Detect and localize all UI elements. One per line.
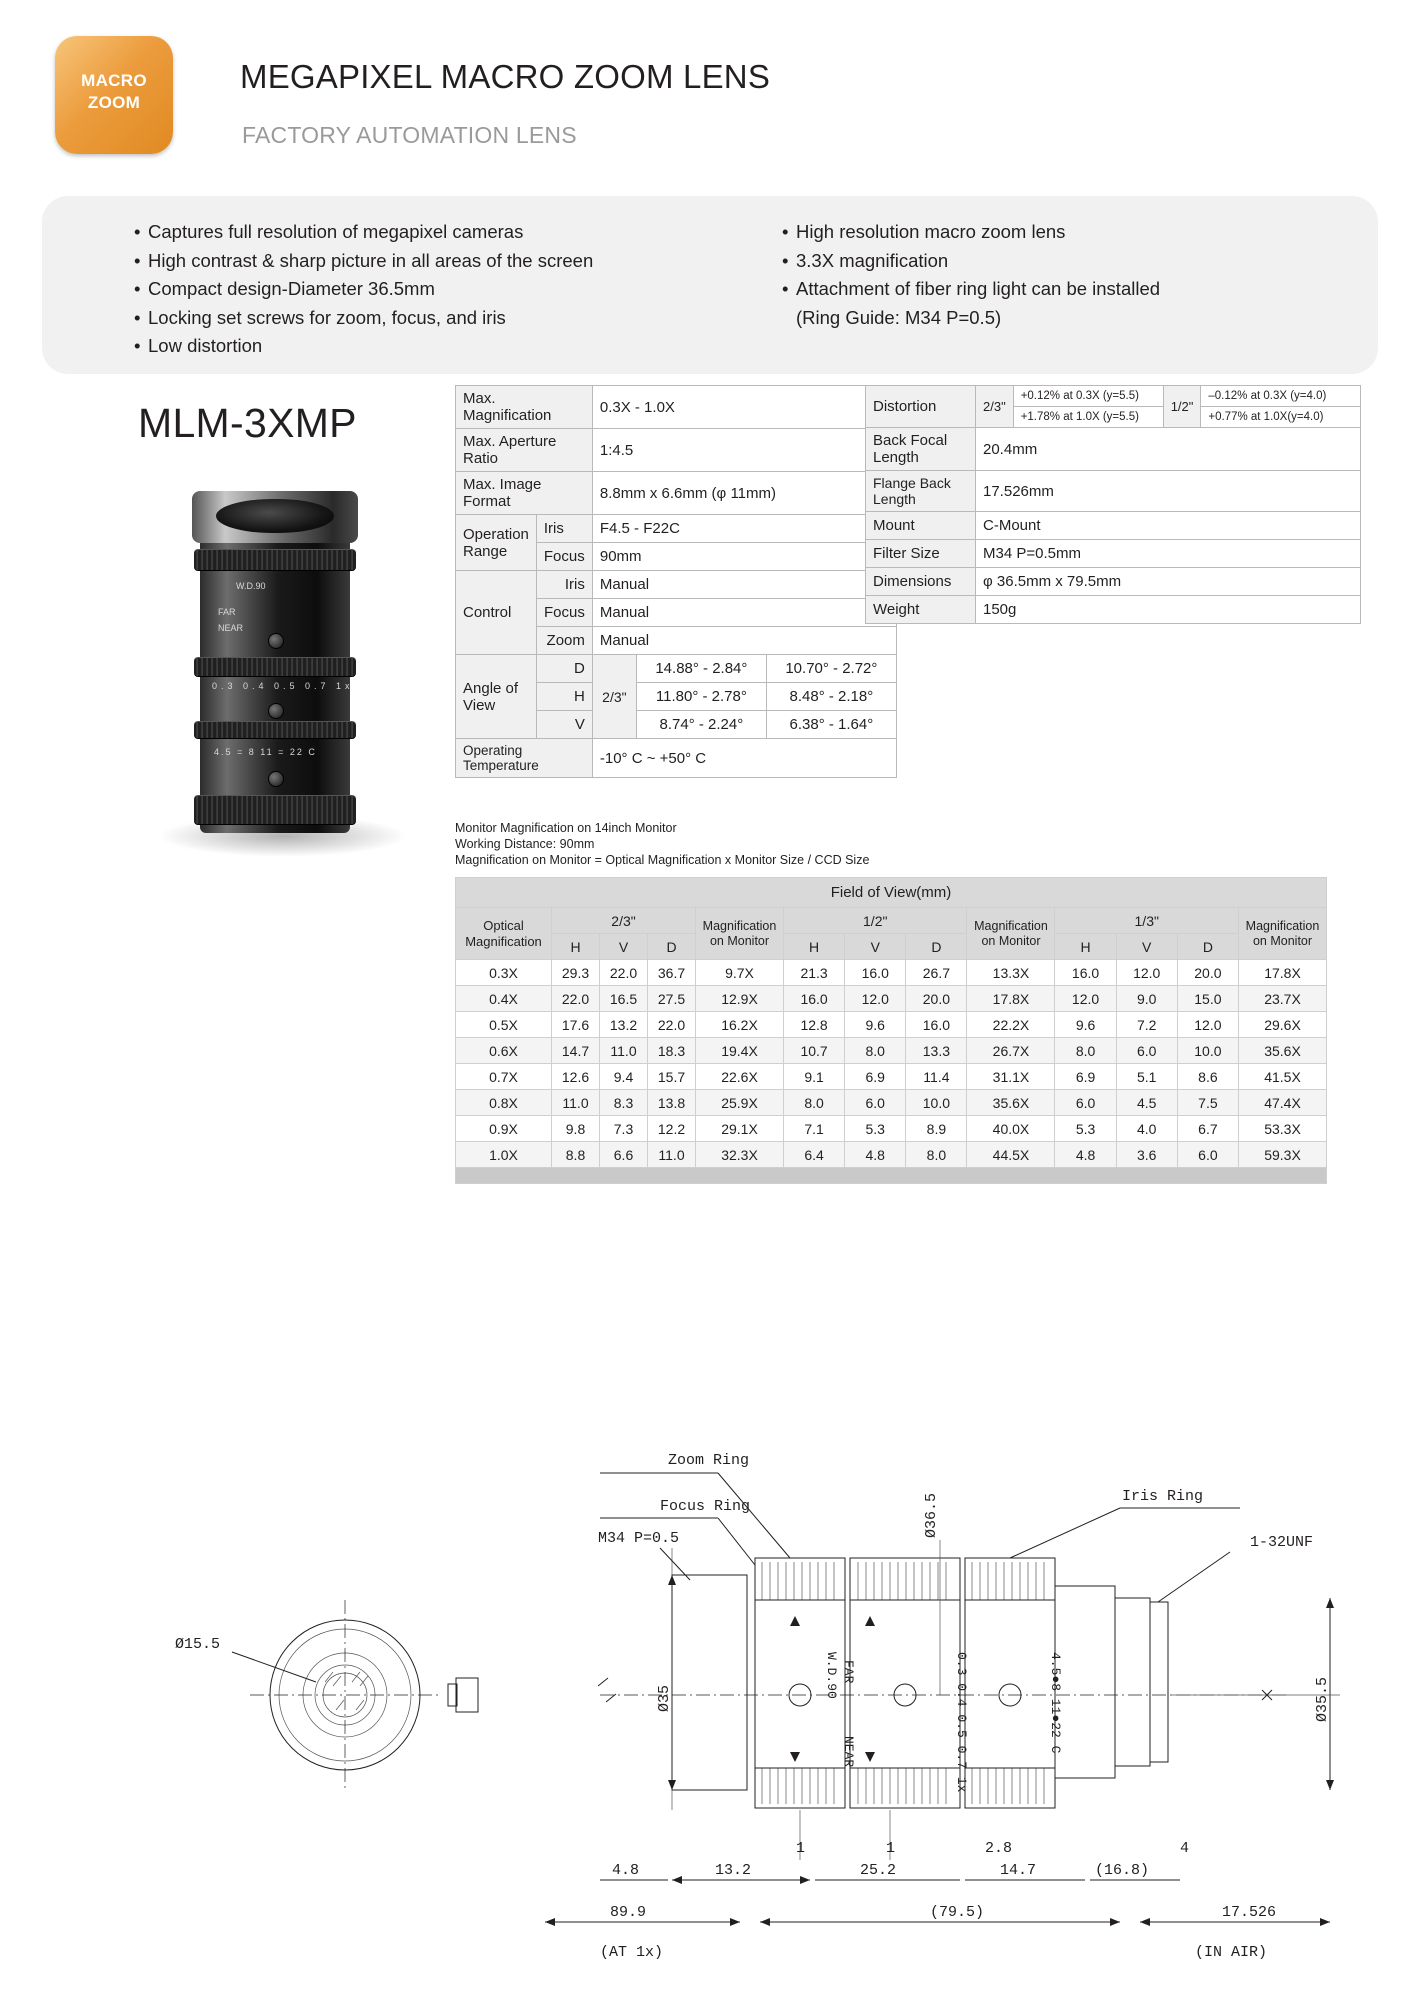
- cell-value: 17.526mm: [976, 471, 1361, 512]
- fov-cell: 5.1: [1116, 1064, 1177, 1090]
- cell-label: Mount: [866, 512, 976, 540]
- cell-value: -10° C ~ +50° C: [592, 739, 896, 778]
- fov-cell-monitor: 35.6X: [967, 1090, 1055, 1116]
- cell-value: F4.5 - F22C: [592, 515, 896, 543]
- table-row: [456, 1168, 1327, 1184]
- side-view: [598, 1548, 1290, 1810]
- dim-147: 14.7: [1000, 1862, 1037, 1879]
- fov-cell: 12.0: [845, 986, 906, 1012]
- list-item: (Ring Guide: M34 P=0.5): [796, 306, 1002, 328]
- fov-cell: 11.0: [552, 1090, 600, 1116]
- dim-chain-1: [600, 1862, 1180, 1884]
- table-row: [866, 512, 1361, 540]
- fov-cell: 4.0: [1116, 1116, 1177, 1142]
- fov-cell: 11.0: [600, 1038, 648, 1064]
- table-row: [866, 471, 1361, 512]
- table-row: [456, 655, 897, 683]
- cell-label: Max. Magnification: [456, 386, 593, 429]
- table-row: [456, 1090, 1327, 1116]
- model-name: MLM-3XMP: [138, 400, 357, 446]
- photo-label-far: FAR: [218, 607, 236, 617]
- table-row: [456, 429, 897, 472]
- fov-cell-monitor: 32.3X: [696, 1142, 784, 1168]
- cell-label: Back Focal Length: [866, 428, 976, 471]
- fov-cell: 10.7: [784, 1038, 845, 1064]
- fov-cell: 26.7: [906, 960, 967, 986]
- fov-footer-bar: [456, 1168, 1327, 1184]
- fov-cell: 12.6: [552, 1064, 600, 1090]
- fov-col-header-optical: Optical Magnification: [456, 908, 552, 960]
- fov-cell: 22.0: [552, 986, 600, 1012]
- cell-format-a: 2/3": [976, 386, 1014, 428]
- dim-chain-2: [545, 1904, 1330, 1961]
- spec-table-left: [455, 385, 897, 778]
- fov-cell: 17.6: [552, 1012, 600, 1038]
- fov-cell-monitor: 53.3X: [1239, 1116, 1327, 1142]
- fov-cell: 9.6: [1055, 1012, 1116, 1038]
- cell-value: 150g: [976, 596, 1361, 624]
- cell-value-a: 8.74° - 2.24°: [636, 711, 766, 739]
- photo-ring-d: [194, 795, 356, 825]
- fov-cell: 6.9: [1055, 1064, 1116, 1090]
- drawing-label-focus-wd: W.D.90: [824, 1652, 839, 1699]
- fov-cell: 12.0: [1055, 986, 1116, 1012]
- photo-focus-knob: [268, 633, 284, 649]
- fov-cell-monitor: 9.7X: [696, 960, 784, 986]
- table-row: [456, 386, 897, 429]
- cell-sublabel: Zoom: [536, 627, 592, 655]
- fov-cell: 10.0: [1177, 1038, 1238, 1064]
- cell-value-b: 10.70° - 2.72°: [766, 655, 896, 683]
- fov-cell-monitor: 22.2X: [967, 1012, 1055, 1038]
- badge-line-2: ZOOM: [87, 93, 141, 112]
- drawing-label-focus-near: NEAR: [841, 1736, 856, 1768]
- list-item: • Compact design-Diameter 36.5mm: [134, 275, 593, 304]
- fov-cell: 36.7: [648, 960, 696, 986]
- dim-795: (79.5): [930, 1904, 985, 1921]
- cell-value: 8.8mm x 6.6mm (φ 11mm): [592, 472, 896, 515]
- fov-cell: 6.9: [845, 1064, 906, 1090]
- fov-cell: 22.0: [648, 1012, 696, 1038]
- cell-value: Manual: [592, 627, 896, 655]
- fov-cell-monitor: 41.5X: [1239, 1064, 1327, 1090]
- table-row: [456, 878, 1327, 908]
- cell-label: Distortion: [866, 386, 976, 428]
- cell-format-a: 2/3": [592, 655, 636, 739]
- cell-label: Dimensions: [866, 568, 976, 596]
- fov-cell: 6.0: [1055, 1090, 1116, 1116]
- fov-cell: 20.0: [1177, 960, 1238, 986]
- fov-group-12: 1/2": [784, 908, 967, 934]
- field-of-view-section: [455, 877, 1327, 1184]
- fov-cell: 8.9: [906, 1116, 967, 1142]
- list-item: • Captures full resolution of megapixel cameras: [134, 218, 593, 247]
- cell-value: 0.3X - 1.0X: [592, 386, 896, 429]
- fov-cell: 11.4: [906, 1064, 967, 1090]
- field-of-view-table: [455, 877, 1327, 1184]
- fov-cell: 16.5: [600, 986, 648, 1012]
- cell-sublabel: D: [536, 655, 592, 683]
- fov-cell: 9.4: [600, 1064, 648, 1090]
- table-row: [456, 739, 897, 778]
- fov-cell: 12.0: [1116, 960, 1177, 986]
- fov-cell: 8.6: [1177, 1064, 1238, 1090]
- fov-cell: 5.3: [845, 1116, 906, 1142]
- dim-1a: 1: [796, 1840, 806, 1857]
- table-row: [456, 1142, 1327, 1168]
- fov-cell-mag: 0.3X: [456, 960, 552, 986]
- fov-cell-monitor: 22.6X: [696, 1064, 784, 1090]
- cell-value: 1:4.5: [592, 429, 896, 472]
- fov-cell-monitor: 12.9X: [696, 986, 784, 1012]
- fov-cell: 5.3: [1055, 1116, 1116, 1142]
- table-row: [866, 568, 1361, 596]
- label-dia-155: Ø15.5: [175, 1636, 221, 1653]
- cell-label: Operation Range: [456, 515, 537, 571]
- cell-distortion-b2: +0.77% at 1.0X(y=4.0): [1201, 407, 1361, 428]
- callout-dia-365: Ø36.5: [923, 1492, 940, 1538]
- dim-inair: (IN AIR): [1195, 1944, 1268, 1961]
- fov-cell: 15.7: [648, 1064, 696, 1090]
- fov-cell: 6.0: [1116, 1038, 1177, 1064]
- fov-cell: 16.0: [845, 960, 906, 986]
- fov-cell: 6.6: [600, 1142, 648, 1168]
- table-row: [456, 1116, 1327, 1142]
- fov-cell: 8.0: [845, 1038, 906, 1064]
- feature-box: [42, 196, 1378, 374]
- fov-mag-header-12: Magnification on Monitor: [967, 908, 1055, 960]
- fov-cell: 4.8: [1055, 1142, 1116, 1168]
- fov-sub-v: V: [600, 934, 648, 960]
- fov-sub-v: V: [845, 934, 906, 960]
- label-dia-35: Ø35: [656, 1684, 673, 1712]
- fov-cell: 9.6: [845, 1012, 906, 1038]
- fov-sub-h: H: [1055, 934, 1116, 960]
- lens-product-photo: [140, 485, 430, 875]
- photo-iris-knob: [268, 771, 284, 787]
- cell-sublabel: Focus: [536, 599, 592, 627]
- fov-cell: 16.0: [1055, 960, 1116, 986]
- table-row: [456, 960, 1327, 986]
- fov-cell: 3.6: [1116, 1142, 1177, 1168]
- fov-group-13: 1/3": [1055, 908, 1239, 934]
- fov-cell: 16.0: [784, 986, 845, 1012]
- fov-cell: 18.3: [648, 1038, 696, 1064]
- badge-line-1: MACRO: [81, 71, 147, 90]
- fov-cell: 8.3: [600, 1090, 648, 1116]
- fov-cell: 4.5: [1116, 1090, 1177, 1116]
- fov-cell-mag: 0.5X: [456, 1012, 552, 1038]
- fov-note: [455, 820, 869, 868]
- list-item: • Low distortion: [134, 332, 593, 361]
- front-view: [175, 1600, 478, 1790]
- cell-label: Operating Temperature: [456, 739, 593, 778]
- fov-cell-monitor: 31.1X: [967, 1064, 1055, 1090]
- feature-list-left: [134, 218, 593, 361]
- fov-cell-monitor: 19.4X: [696, 1038, 784, 1064]
- table-row: [456, 986, 1327, 1012]
- cell-value: 20.4mm: [976, 428, 1361, 471]
- fov-sub-h: H: [784, 934, 845, 960]
- dim-17526: 17.526: [1222, 1904, 1277, 1921]
- fov-cell: 4.8: [845, 1142, 906, 1168]
- callout-1-32unf: 1-32UNF: [1250, 1534, 1314, 1551]
- fov-cell: 13.8: [648, 1090, 696, 1116]
- fov-cell-mag: 0.9X: [456, 1116, 552, 1142]
- photo-ring-b: [194, 657, 356, 677]
- fov-sub-v: V: [1116, 934, 1177, 960]
- fov-cell-mag: 0.7X: [456, 1064, 552, 1090]
- photo-label-near: NEAR: [218, 623, 244, 633]
- dim-4: 4: [1180, 1840, 1190, 1857]
- table-row: [456, 1038, 1327, 1064]
- cell-sublabel: H: [536, 683, 592, 711]
- fov-cell: 8.0: [784, 1090, 845, 1116]
- fov-cell: 20.0: [906, 986, 967, 1012]
- fov-cell: 27.5: [648, 986, 696, 1012]
- fov-cell-monitor: 59.3X: [1239, 1142, 1327, 1168]
- table-row: [866, 386, 1361, 407]
- cell-value-a: 11.80° - 2.78°: [636, 683, 766, 711]
- fov-cell: 16.0: [906, 1012, 967, 1038]
- fov-cell: 6.0: [1177, 1142, 1238, 1168]
- photo-lens-glass: [216, 499, 334, 533]
- spec-table-right: [865, 385, 1361, 624]
- dim-28: 2.8: [985, 1840, 1013, 1857]
- fov-cell-mag: 0.8X: [456, 1090, 552, 1116]
- dim-48: 4.8: [612, 1862, 640, 1879]
- fov-cell: 13.2: [600, 1012, 648, 1038]
- fov-cell-mag: 0.6X: [456, 1038, 552, 1064]
- fov-sub-d: D: [648, 934, 696, 960]
- cell-sublabel: Iris: [536, 571, 592, 599]
- fov-cell-monitor: 17.8X: [967, 986, 1055, 1012]
- cell-value: 90mm: [592, 543, 896, 571]
- fov-cell-monitor: 29.1X: [696, 1116, 784, 1142]
- photo-ring-c: [194, 721, 356, 739]
- fov-group-23: 2/3": [552, 908, 696, 934]
- table-row: [456, 908, 1327, 934]
- drawing-label-focus-far: FAR: [841, 1660, 856, 1684]
- fov-cell: 12.8: [784, 1012, 845, 1038]
- cell-label: Angle of View: [456, 655, 537, 739]
- dim-small-labels: [796, 1810, 1189, 1860]
- fov-cell: 7.2: [1116, 1012, 1177, 1038]
- dim-252: 25.2: [860, 1862, 897, 1879]
- cell-distortion-a1: +0.12% at 0.3X (y=5.5): [1013, 386, 1163, 407]
- fov-mag-header-13: Magnification on Monitor: [1239, 908, 1327, 960]
- fov-note-line-2: Working Distance: 90mm: [455, 837, 595, 851]
- table-row: [456, 472, 897, 515]
- fov-cell-monitor: 47.4X: [1239, 1090, 1327, 1116]
- fov-cell-mag: 0.4X: [456, 986, 552, 1012]
- page-title: MEGAPIXEL MACRO ZOOM LENS: [240, 58, 771, 95]
- cell-label: Filter Size: [866, 540, 976, 568]
- photo-label-iris-scale: 4.5 = 8 11 = 22 C: [214, 747, 317, 757]
- fov-cell: 22.0: [600, 960, 648, 986]
- fov-cell: 11.0: [648, 1142, 696, 1168]
- fov-cell-monitor: 16.2X: [696, 1012, 784, 1038]
- fov-cell: 6.0: [845, 1090, 906, 1116]
- list-item: • High resolution macro zoom lens: [782, 218, 1160, 247]
- fov-cell: 6.4: [784, 1142, 845, 1168]
- fov-cell: 12.0: [1177, 1012, 1238, 1038]
- table-row: [456, 515, 897, 543]
- fov-cell: 29.3: [552, 960, 600, 986]
- fov-cell: 7.1: [784, 1116, 845, 1142]
- callout-iris-ring: Iris Ring: [1122, 1488, 1204, 1505]
- dim-dia-35: [656, 1575, 676, 1790]
- cell-distortion-a2: +1.78% at 1.0X (y=5.5): [1013, 407, 1163, 428]
- cell-value-b: 8.48° - 2.18°: [766, 683, 896, 711]
- fov-cell: 14.7: [552, 1038, 600, 1064]
- cell-sublabel: V: [536, 711, 592, 739]
- fov-cell-monitor: 26.7X: [967, 1038, 1055, 1064]
- fov-cell-monitor: 23.7X: [1239, 986, 1327, 1012]
- fov-sub-h: H: [552, 934, 600, 960]
- dim-1b: 1: [886, 1840, 896, 1857]
- fov-sub-d: D: [906, 934, 967, 960]
- drawing-label-iris-scale: 4.5●8 11●22 C: [1048, 1652, 1063, 1754]
- fov-note-line-1: Monitor Magnification on 14inch Monitor: [455, 821, 677, 835]
- callout-focus-ring: Focus Ring: [660, 1498, 751, 1515]
- fov-cell: 9.0: [1116, 986, 1177, 1012]
- table-row: [456, 934, 1327, 960]
- table-row: [866, 428, 1361, 471]
- cell-value-b: 6.38° - 1.64°: [766, 711, 896, 739]
- photo-label-wd: W.D.90: [236, 581, 266, 591]
- fov-cell: 7.3: [600, 1116, 648, 1142]
- cell-label: Max. Image Format: [456, 472, 593, 515]
- fov-cell: 12.2: [648, 1116, 696, 1142]
- dim-899: 89.9: [610, 1904, 647, 1921]
- cell-format-b: 1/2": [1163, 386, 1201, 428]
- fov-cell: 8.0: [1055, 1038, 1116, 1064]
- fov-note-line-3: Magnification on Monitor = Optical Magnification x Monitor Size / CCD Size: [455, 853, 870, 867]
- cell-sublabel: Iris: [536, 515, 592, 543]
- feature-list-right: [782, 218, 1160, 332]
- page-subtitle: FACTORY AUTOMATION LENS: [242, 122, 577, 148]
- page-header: [0, 0, 1420, 200]
- fov-cell-mag: 1.0X: [456, 1142, 552, 1168]
- fov-cell: 6.7: [1177, 1116, 1238, 1142]
- drawing-label-zoom-scale: 0.3 0.4 0.5 0.7 1x: [954, 1652, 969, 1793]
- fov-cell-monitor: 13.3X: [967, 960, 1055, 986]
- fov-mag-header-23: Magnification on Monitor: [696, 908, 784, 960]
- list-item: • 3.3X magnification: [782, 247, 1160, 276]
- fov-cell: 21.3: [784, 960, 845, 986]
- fov-title: Field of View(mm): [456, 878, 1327, 908]
- cell-label: Control: [456, 571, 537, 655]
- label-dia-355: Ø35.5: [1314, 1676, 1331, 1722]
- fov-cell-monitor: 25.9X: [696, 1090, 784, 1116]
- photo-label-zoom-scale: 0.3 0.4 0.5 0.7 1x: [212, 681, 354, 691]
- dim-132: 13.2: [715, 1862, 752, 1879]
- table-row: [456, 1012, 1327, 1038]
- cell-label: Flange Back Length: [866, 471, 976, 512]
- list-item: • High contrast & sharp picture in all areas of the screen: [134, 247, 593, 276]
- cell-sublabel: Focus: [536, 543, 592, 571]
- macro-zoom-badge: [55, 36, 173, 154]
- technical-drawing: [0, 1390, 1420, 1990]
- cell-value: Manual: [592, 571, 896, 599]
- fov-cell: 13.3: [906, 1038, 967, 1064]
- list-item: • Attachment of fiber ring light can be installed: [782, 275, 1160, 304]
- photo-zoom-knob: [268, 703, 284, 719]
- callout-zoom-ring: Zoom Ring: [668, 1452, 750, 1469]
- cell-value: Manual: [592, 599, 896, 627]
- table-row: [456, 1064, 1327, 1090]
- cell-label: Max. Aperture Ratio: [456, 429, 593, 472]
- list-item: • Locking set screws for zoom, focus, and iris: [134, 304, 593, 333]
- table-row: [456, 571, 897, 599]
- dim-168: (16.8): [1095, 1862, 1150, 1879]
- fov-cell-monitor: 17.8X: [1239, 960, 1327, 986]
- fov-cell: 8.8: [552, 1142, 600, 1168]
- cell-value: M34 P=0.5mm: [976, 540, 1361, 568]
- cell-distortion-b1: –0.12% at 0.3X (y=4.0): [1201, 386, 1361, 407]
- fov-cell: 9.8: [552, 1116, 600, 1142]
- fov-cell: 9.1: [784, 1064, 845, 1090]
- table-row: [866, 596, 1361, 624]
- fov-cell-monitor: 40.0X: [967, 1116, 1055, 1142]
- table-row: [866, 540, 1361, 568]
- cell-value: C-Mount: [976, 512, 1361, 540]
- fov-cell: 8.0: [906, 1142, 967, 1168]
- fov-sub-d: D: [1177, 934, 1238, 960]
- callout-m34-thread: M34 P=0.5: [598, 1530, 680, 1547]
- fov-cell: 10.0: [906, 1090, 967, 1116]
- fov-cell: 7.5: [1177, 1090, 1238, 1116]
- dim-at1x: (AT 1x): [600, 1944, 664, 1961]
- photo-ring-a: [194, 549, 356, 571]
- cell-label: Weight: [866, 596, 976, 624]
- cell-value-a: 14.88° - 2.84°: [636, 655, 766, 683]
- fov-cell-monitor: 35.6X: [1239, 1038, 1327, 1064]
- fov-cell-monitor: 44.5X: [967, 1142, 1055, 1168]
- fov-cell-monitor: 29.6X: [1239, 1012, 1327, 1038]
- fov-cell: 15.0: [1177, 986, 1238, 1012]
- dim-dia-355: [1170, 1598, 1340, 1790]
- cell-value: φ 36.5mm x 79.5mm: [976, 568, 1361, 596]
